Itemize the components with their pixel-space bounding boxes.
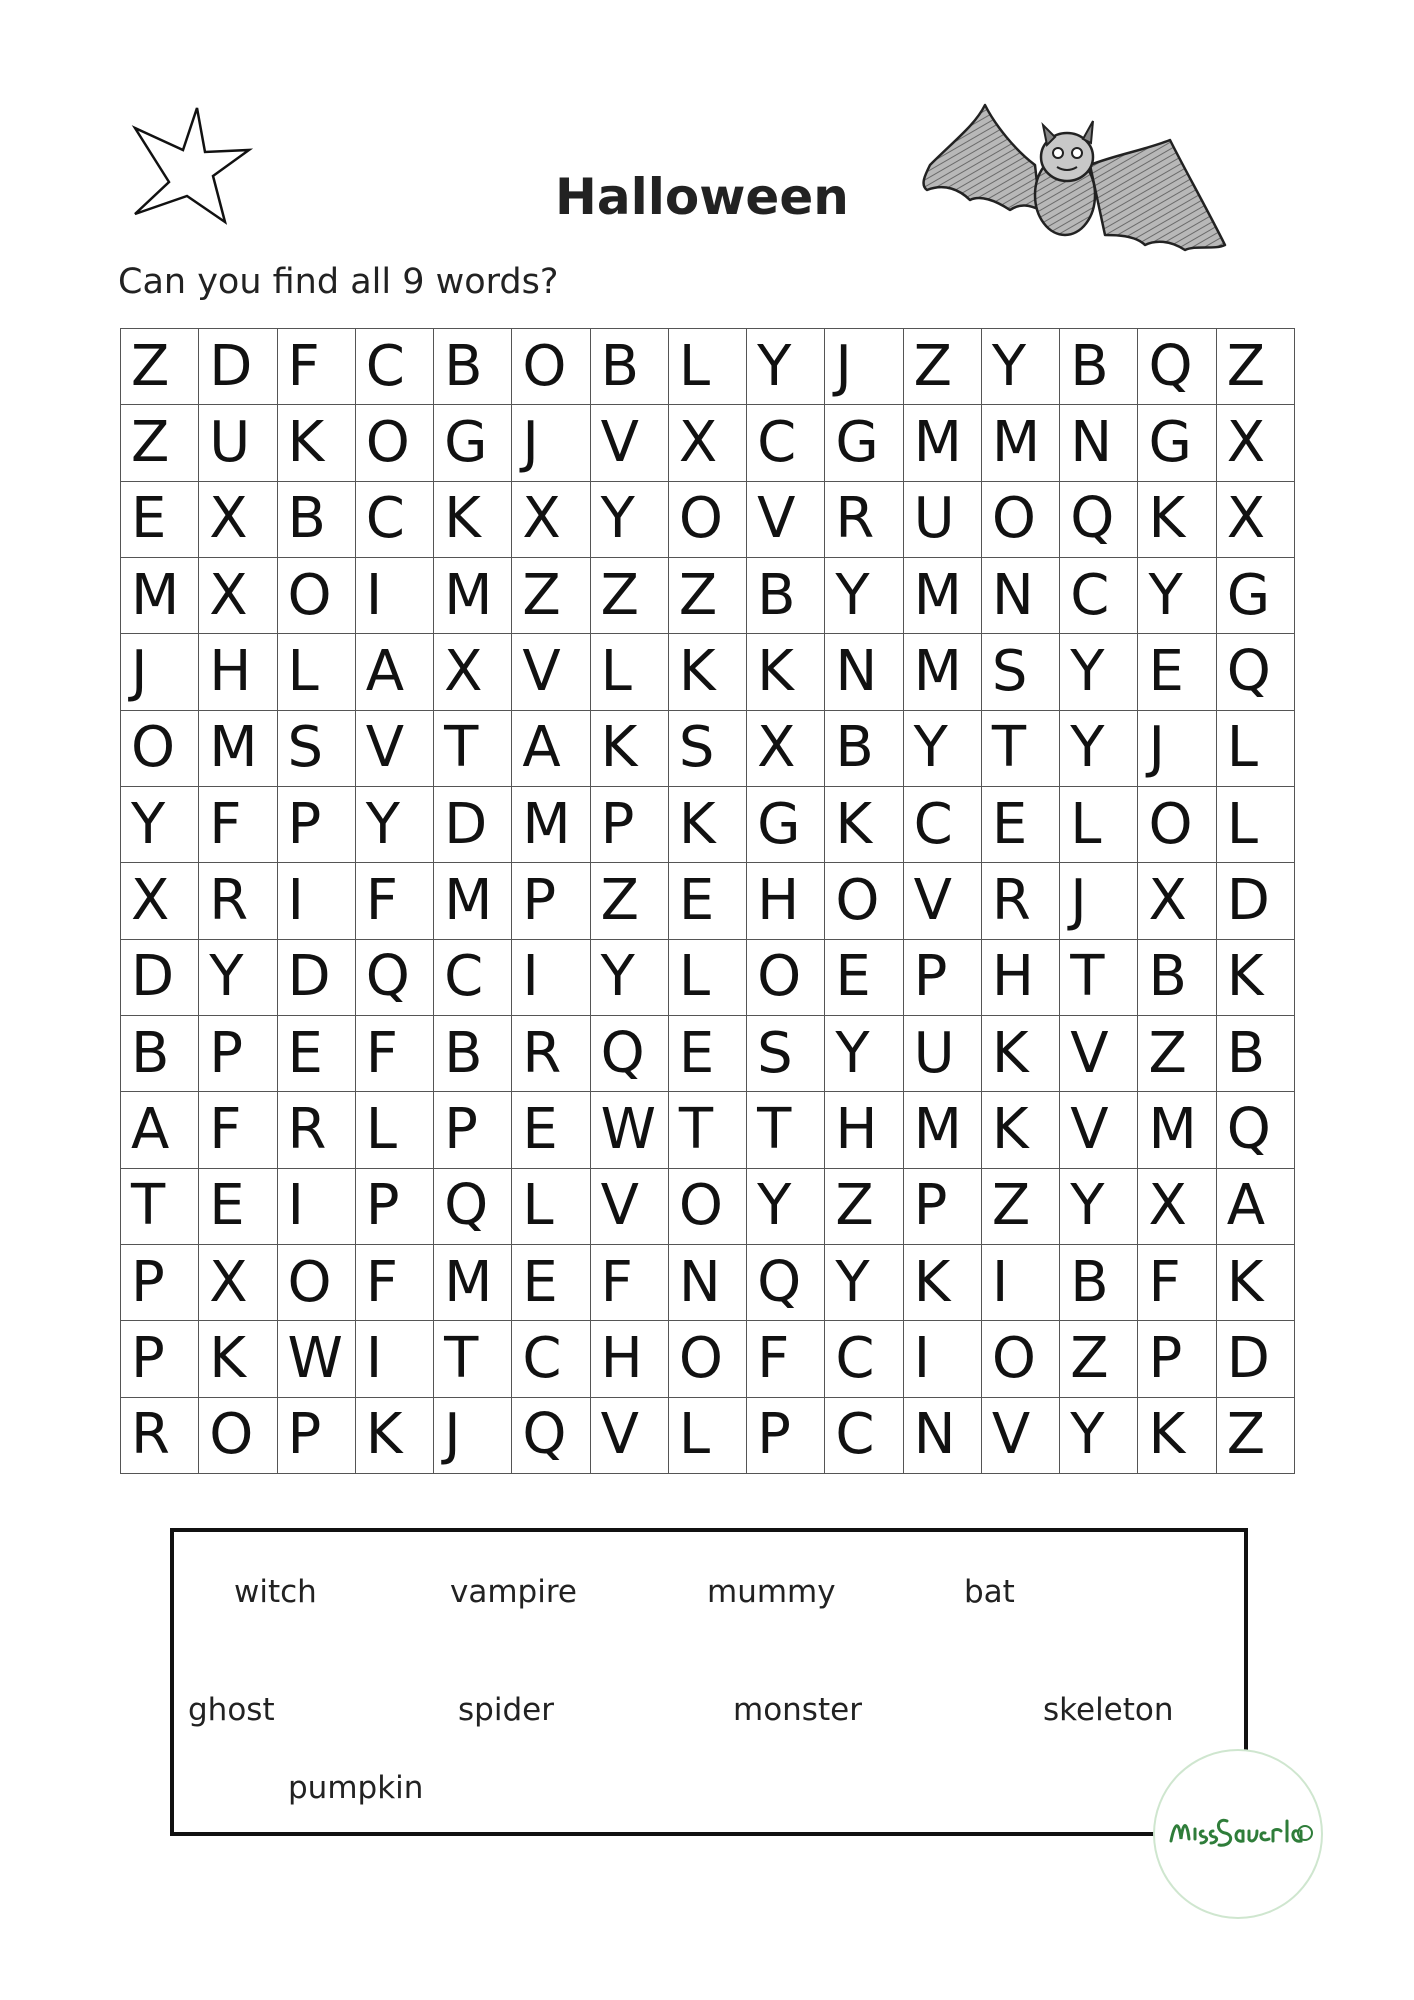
grid-cell: M (434, 558, 512, 634)
word-list-item: skeleton (1043, 1692, 1174, 1728)
grid-cell: Y (591, 482, 669, 558)
grid-cell: K (982, 1092, 1060, 1168)
word-list-item: vampire (450, 1574, 577, 1610)
grid-cell: K (1138, 1398, 1216, 1474)
grid-cell: O (512, 329, 590, 405)
grid-cell: S (278, 711, 356, 787)
grid-cell: C (825, 1321, 903, 1397)
grid-cell: Z (1217, 1398, 1295, 1474)
grid-cell: Q (1138, 329, 1216, 405)
grid-cell: D (1217, 1321, 1295, 1397)
grid-cell: T (982, 711, 1060, 787)
grid-cell: K (199, 1321, 277, 1397)
grid-cell: C (512, 1321, 590, 1397)
grid-cell: C (356, 329, 434, 405)
grid-cell: B (1138, 940, 1216, 1016)
grid-cell: F (356, 1016, 434, 1092)
grid-cell: X (747, 711, 825, 787)
word-list-item: spider (458, 1692, 554, 1728)
grid-cell: Q (356, 940, 434, 1016)
grid-cell: L (669, 329, 747, 405)
grid-cell: B (434, 329, 512, 405)
grid-cell: L (512, 1169, 590, 1245)
word-list-item: pumpkin (288, 1770, 424, 1806)
grid-cell: I (278, 863, 356, 939)
grid-cell: K (747, 634, 825, 710)
grid-cell: V (1060, 1016, 1138, 1092)
grid-cell: K (1138, 482, 1216, 558)
grid-cell: O (278, 1245, 356, 1321)
grid-cell: E (121, 482, 199, 558)
grid-cell: N (669, 1245, 747, 1321)
grid-cell: Z (1060, 1321, 1138, 1397)
grid-cell: O (747, 940, 825, 1016)
grid-cell: J (1138, 711, 1216, 787)
grid-cell: L (278, 634, 356, 710)
grid-cell: U (199, 405, 277, 481)
grid-cell: Z (904, 329, 982, 405)
grid-cell: J (434, 1398, 512, 1474)
grid-cell: V (591, 1398, 669, 1474)
grid-cell: Y (199, 940, 277, 1016)
grid-cell: I (904, 1321, 982, 1397)
grid-cell: E (199, 1169, 277, 1245)
grid-cell: Y (904, 711, 982, 787)
grid-cell: P (121, 1245, 199, 1321)
grid-cell: N (1060, 405, 1138, 481)
grid-cell: M (434, 863, 512, 939)
grid-cell: Q (1217, 634, 1295, 710)
grid-cell: N (904, 1398, 982, 1474)
grid-cell: Z (512, 558, 590, 634)
grid-cell: B (121, 1016, 199, 1092)
grid-cell: Y (1060, 634, 1138, 710)
word-search-grid (120, 328, 1295, 1474)
grid-cell: B (278, 482, 356, 558)
grid-cell: L (669, 940, 747, 1016)
grid-cell: K (434, 482, 512, 558)
grid-cell: I (982, 1245, 1060, 1321)
grid-cell: H (747, 863, 825, 939)
grid-cell: H (982, 940, 1060, 1016)
grid-cell: T (434, 1321, 512, 1397)
grid-cell: P (278, 1398, 356, 1474)
grid-cell: E (669, 863, 747, 939)
grid-cell: Z (669, 558, 747, 634)
grid-cell: K (669, 787, 747, 863)
grid-cell: E (669, 1016, 747, 1092)
grid-cell: B (591, 329, 669, 405)
grid-cell: Y (747, 1169, 825, 1245)
grid-cell: O (669, 1169, 747, 1245)
grid-cell: C (904, 787, 982, 863)
grid-cell: Z (1217, 329, 1295, 405)
grid-cell: X (434, 634, 512, 710)
grid-cell: J (825, 329, 903, 405)
grid-cell: E (512, 1245, 590, 1321)
word-list-box (170, 1528, 1248, 1836)
grid-cell: E (512, 1092, 590, 1168)
grid-cell: S (747, 1016, 825, 1092)
logo-script-icon (1155, 1751, 1321, 1917)
grid-cell: P (434, 1092, 512, 1168)
grid-cell: Y (825, 558, 903, 634)
grid-cell: P (591, 787, 669, 863)
grid-cell: L (1217, 711, 1295, 787)
grid-cell: F (747, 1321, 825, 1397)
grid-cell: V (512, 634, 590, 710)
grid-cell: K (356, 1398, 434, 1474)
grid-cell: O (669, 482, 747, 558)
grid-cell: P (904, 940, 982, 1016)
grid-cell: K (278, 405, 356, 481)
grid-cell: V (591, 1169, 669, 1245)
grid-cell: Y (982, 329, 1060, 405)
grid-cell: Z (121, 329, 199, 405)
grid-cell: T (121, 1169, 199, 1245)
grid-cell: A (356, 634, 434, 710)
grid-cell: S (669, 711, 747, 787)
star-icon (125, 100, 255, 230)
grid-cell: C (825, 1398, 903, 1474)
grid-cell: X (1138, 1169, 1216, 1245)
grid-cell: O (1138, 787, 1216, 863)
grid-cell: Y (1060, 1398, 1138, 1474)
grid-cell: B (1217, 1016, 1295, 1092)
grid-cell: D (121, 940, 199, 1016)
grid-cell: D (278, 940, 356, 1016)
grid-cell: O (199, 1398, 277, 1474)
grid-cell: M (1138, 1092, 1216, 1168)
grid-cell: Q (1217, 1092, 1295, 1168)
grid-cell: M (434, 1245, 512, 1321)
grid-cell: F (278, 329, 356, 405)
grid-cell: K (1217, 1245, 1295, 1321)
grid-cell: B (825, 711, 903, 787)
grid-cell: Z (591, 558, 669, 634)
word-list-item: ghost (188, 1692, 275, 1728)
grid-cell: I (356, 1321, 434, 1397)
grid-cell: V (1060, 1092, 1138, 1168)
grid-cell: L (356, 1092, 434, 1168)
grid-cell: P (121, 1321, 199, 1397)
bat-illustration (915, 95, 1245, 285)
grid-cell: J (121, 634, 199, 710)
grid-cell: H (591, 1321, 669, 1397)
grid-cell: X (199, 558, 277, 634)
grid-cell: K (591, 711, 669, 787)
grid-cell: T (747, 1092, 825, 1168)
grid-cell: R (982, 863, 1060, 939)
grid-cell: Y (825, 1016, 903, 1092)
grid-cell: I (278, 1169, 356, 1245)
grid-cell: Z (1138, 1016, 1216, 1092)
word-list-item: monster (733, 1692, 862, 1728)
grid-cell: V (591, 405, 669, 481)
grid-cell: H (825, 1092, 903, 1168)
grid-cell: J (1060, 863, 1138, 939)
grid-cell: F (356, 863, 434, 939)
grid-cell: A (1217, 1169, 1295, 1245)
grid-cell: E (278, 1016, 356, 1092)
grid-cell: Z (121, 405, 199, 481)
grid-cell: L (1060, 787, 1138, 863)
grid-cell: X (1217, 482, 1295, 558)
grid-cell: Y (1138, 558, 1216, 634)
grid-cell: E (982, 787, 1060, 863)
grid-cell: L (669, 1398, 747, 1474)
grid-cell: P (747, 1398, 825, 1474)
grid-cell: H (199, 634, 277, 710)
grid-cell: P (512, 863, 590, 939)
grid-cell: R (278, 1092, 356, 1168)
grid-cell: X (199, 1245, 277, 1321)
grid-cell: X (199, 482, 277, 558)
grid-cell: R (121, 1398, 199, 1474)
grid-cell: X (121, 863, 199, 939)
logo-badge (1153, 1749, 1323, 1919)
grid-cell: K (825, 787, 903, 863)
grid-cell: O (356, 405, 434, 481)
grid-cell: R (199, 863, 277, 939)
grid-cell: N (825, 634, 903, 710)
grid-cell: X (669, 405, 747, 481)
grid-cell: T (1060, 940, 1138, 1016)
grid-cell: Y (747, 329, 825, 405)
grid-cell: U (904, 1016, 982, 1092)
grid-cell: Z (982, 1169, 1060, 1245)
grid-cell: O (982, 482, 1060, 558)
grid-cell: G (1217, 558, 1295, 634)
grid-cell: R (512, 1016, 590, 1092)
grid-cell: B (434, 1016, 512, 1092)
grid-cell: F (591, 1245, 669, 1321)
grid-cell: C (434, 940, 512, 1016)
grid-cell: O (825, 863, 903, 939)
grid-cell: O (121, 711, 199, 787)
grid-cell: Z (825, 1169, 903, 1245)
grid-cell: M (904, 1092, 982, 1168)
word-list-item: mummy (707, 1574, 836, 1610)
grid-cell: O (669, 1321, 747, 1397)
grid-cell: B (1060, 329, 1138, 405)
grid-cell: X (1217, 405, 1295, 481)
grid-cell: P (904, 1169, 982, 1245)
grid-cell: I (356, 558, 434, 634)
grid-cell: P (356, 1169, 434, 1245)
grid-cell: M (982, 405, 1060, 481)
grid-cell: M (904, 634, 982, 710)
grid-cell: V (356, 711, 434, 787)
grid-cell: P (1138, 1321, 1216, 1397)
grid-cell: Y (591, 940, 669, 1016)
grid-cell: V (747, 482, 825, 558)
grid-cell: C (747, 405, 825, 481)
grid-cell: Y (1060, 711, 1138, 787)
page-title: Halloween (555, 168, 849, 226)
word-list-item: bat (964, 1574, 1015, 1610)
grid-cell: Q (434, 1169, 512, 1245)
grid-cell: Z (591, 863, 669, 939)
grid-cell: G (434, 405, 512, 481)
grid-cell: K (669, 634, 747, 710)
grid-cell: T (669, 1092, 747, 1168)
grid-cell: G (1138, 405, 1216, 481)
grid-cell: Y (356, 787, 434, 863)
grid-cell: F (199, 787, 277, 863)
grid-cell: Q (747, 1245, 825, 1321)
grid-cell: W (278, 1321, 356, 1397)
grid-cell: D (434, 787, 512, 863)
grid-cell: V (982, 1398, 1060, 1474)
grid-cell: D (199, 329, 277, 405)
grid-cell: Y (121, 787, 199, 863)
grid-cell: F (1138, 1245, 1216, 1321)
grid-cell: A (121, 1092, 199, 1168)
grid-cell: G (747, 787, 825, 863)
grid-cell: D (1217, 863, 1295, 939)
grid-cell: R (825, 482, 903, 558)
grid-cell: B (1060, 1245, 1138, 1321)
grid-cell: W (591, 1092, 669, 1168)
grid-cell: K (904, 1245, 982, 1321)
grid-cell: C (356, 482, 434, 558)
grid-cell: B (747, 558, 825, 634)
grid-cell: C (1060, 558, 1138, 634)
grid-cell: U (904, 482, 982, 558)
grid-cell: N (982, 558, 1060, 634)
instruction-text: Can you find all 9 words? (118, 262, 559, 302)
grid-cell: P (199, 1016, 277, 1092)
word-list-item: witch (234, 1574, 317, 1610)
grid-cell: M (121, 558, 199, 634)
grid-cell: E (1138, 634, 1216, 710)
grid-cell: M (199, 711, 277, 787)
grid-cell: Q (512, 1398, 590, 1474)
grid-cell: Q (591, 1016, 669, 1092)
grid-cell: E (825, 940, 903, 1016)
grid-cell: O (278, 558, 356, 634)
grid-cell: P (278, 787, 356, 863)
grid-cell: T (434, 711, 512, 787)
grid-cell: F (356, 1245, 434, 1321)
grid-cell: Q (1060, 482, 1138, 558)
grid-cell: K (1217, 940, 1295, 1016)
grid-cell: A (512, 711, 590, 787)
grid-cell: X (512, 482, 590, 558)
grid-cell: I (512, 940, 590, 1016)
grid-cell: O (982, 1321, 1060, 1397)
grid-cell: M (512, 787, 590, 863)
grid-cell: S (982, 634, 1060, 710)
grid-cell: K (982, 1016, 1060, 1092)
grid-cell: L (591, 634, 669, 710)
grid-cell: F (199, 1092, 277, 1168)
grid-cell: X (1138, 863, 1216, 939)
grid-cell: Y (825, 1245, 903, 1321)
grid-cell: J (512, 405, 590, 481)
grid-cell: M (904, 405, 982, 481)
grid-cell: G (825, 405, 903, 481)
grid-cell: V (904, 863, 982, 939)
grid-cell: L (1217, 787, 1295, 863)
grid-cell: M (904, 558, 982, 634)
grid-cell: Y (1060, 1169, 1138, 1245)
